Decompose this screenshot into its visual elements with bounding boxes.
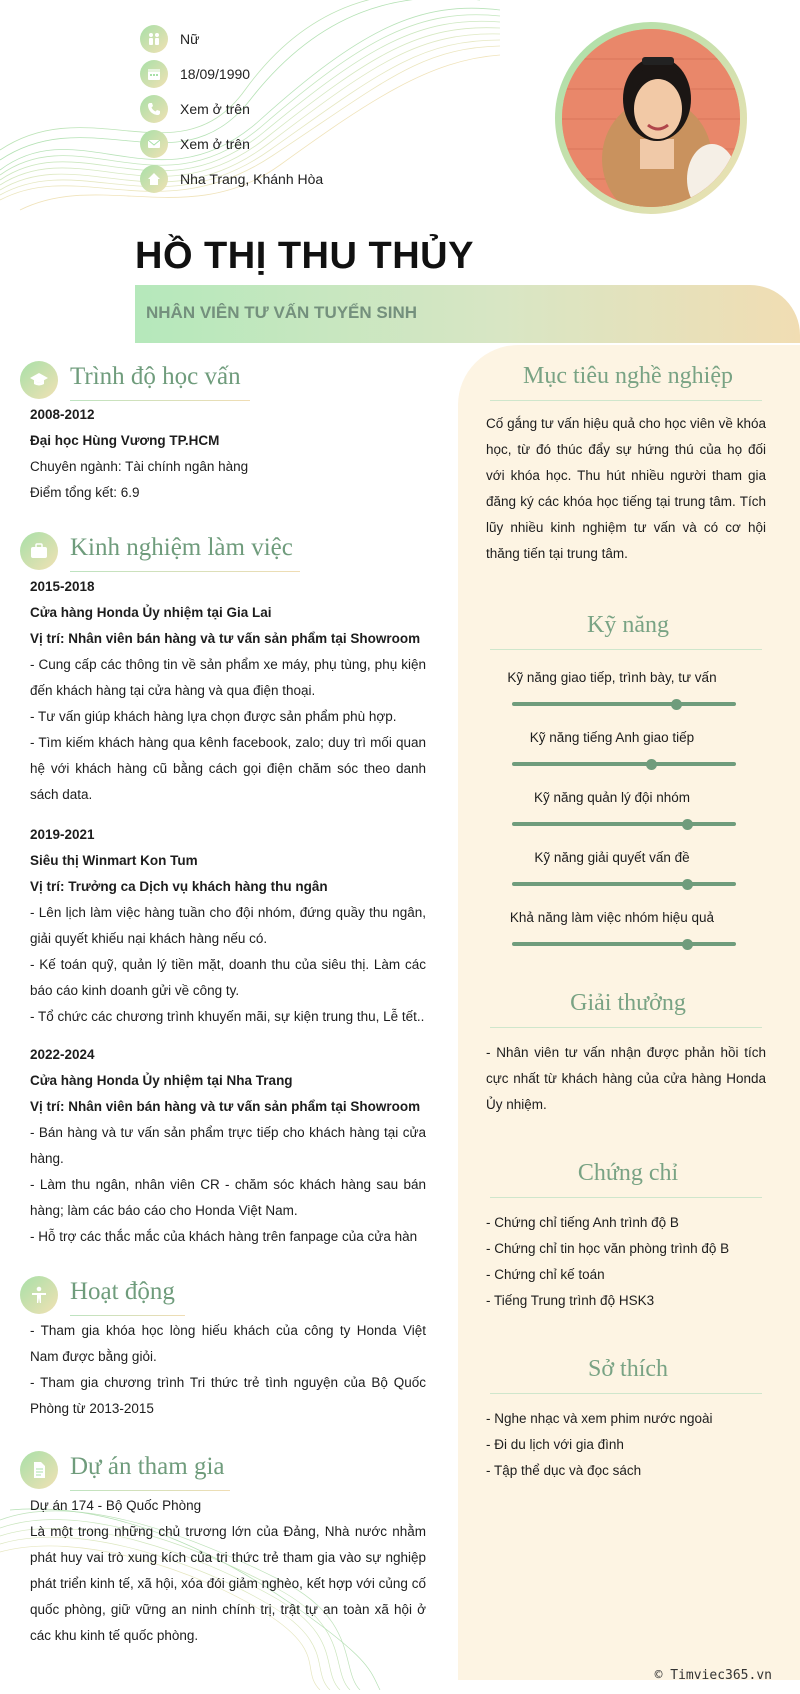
home-icon — [140, 165, 168, 193]
experience-underline — [70, 571, 300, 572]
skill-level-knob — [646, 759, 657, 770]
dob-text: 18/09/1990 — [180, 66, 251, 82]
objective-underline — [490, 400, 762, 401]
skill-bar — [512, 942, 736, 946]
education-underline — [70, 400, 250, 401]
job2-duty-1: - Lên lịch làm việc hàng tuần cho đội nhóm, đứng quầy thu ngân, giải quyết khiếu nại khách hàng nếu có. — [30, 905, 426, 946]
awards-text: - Nhân viên tư vấn nhận được phản hồi tích cực nhất từ khách hàng của cửa hàng Honda Ủy nhiệm. — [486, 1045, 766, 1112]
contact-dob — [140, 59, 250, 89]
certificate-4: - Tiếng Trung trình độ HSK3 — [486, 1293, 655, 1308]
job2-duty-2: - Kế toán quỹ, quản lý tiền mặt, doanh thu của siêu thị. Làm các báo cáo kinh doanh gửi về công ty. — [30, 957, 426, 998]
education-major: Chuyên ngành: Tài chính ngân hàng — [30, 459, 249, 474]
certificate-1: - Chứng chỉ tiếng Anh trình độ B — [486, 1215, 679, 1230]
hobby-1: - Nghe nhạc và xem phim nước ngoài — [486, 1411, 713, 1426]
activities-title: Hoạt động — [70, 1278, 175, 1305]
candidate-name: HỒ THỊ THU THỦY — [135, 235, 474, 277]
decorative-waves-top — [0, 0, 500, 230]
job1-duty-1: - Cung cấp các thông tin về sản phẩm xe máy, phụ tùng, phụ kiện đến khách hàng tại cửa hàng và qua điện thoại. — [30, 657, 426, 698]
skill-level-knob — [671, 699, 682, 710]
email-text: Xem ở trên — [180, 136, 250, 152]
certificate-2: - Chứng chỉ tin học văn phòng trình độ B — [486, 1241, 730, 1256]
skill-label: Khả năng làm việc nhóm hiệu quả — [509, 910, 715, 925]
calendar-icon — [140, 60, 168, 88]
job1-company: Cửa hàng Honda Ủy nhiệm tại Gia Lai — [30, 605, 272, 620]
projects-title: Dự án tham gia — [70, 1453, 225, 1480]
skill-level-knob — [682, 819, 693, 830]
job1-years: 2015-2018 — [30, 579, 95, 594]
activity-2: - Tham gia chương trình Tri thức trẻ tình nguyện của Bộ Quốc Phòng từ 2013-2015 — [30, 1375, 426, 1416]
hobbies-title: Sở thích — [587, 1356, 669, 1382]
phone-icon — [140, 95, 168, 123]
experience-title: Kinh nghiệm làm việc — [70, 534, 293, 561]
skill-bar — [512, 762, 736, 766]
hobby-2: - Đi du lịch với gia đình — [486, 1437, 624, 1452]
job1-duty-3: - Tìm kiếm khách hàng qua kênh facebook, zalo; duy trì mối quan hệ với khách hàng cũ bằng cách gọi điện chăm sóc theo danh sách data. — [30, 735, 426, 802]
activity-person-icon — [20, 1276, 58, 1314]
position-title: NHÂN VIÊN TƯ VẤN TUYỂN SINH — [146, 303, 418, 322]
skill-bar — [512, 822, 736, 826]
education-gpa: Điểm tổng kết: 6.9 — [30, 485, 140, 500]
address-text: Nha Trang, Khánh Hòa — [180, 171, 324, 187]
education-title: Trình độ học vấn — [70, 363, 241, 390]
hobbies-underline — [490, 1393, 762, 1394]
document-icon — [20, 1451, 58, 1489]
job3-duty-3: - Hỗ trợ các thắc mắc của khách hàng trên fanpage của cửa hàn — [30, 1229, 418, 1244]
skill-label: Kỹ năng giao tiếp, trình bày, tư vấn — [507, 670, 717, 685]
certificates-title: Chứng chỉ — [577, 1160, 679, 1186]
skill-bar — [512, 882, 736, 886]
awards-title: Giải thưởng — [570, 990, 686, 1016]
job3-duty-1: - Bán hàng và tư vấn sản phẩm trực tiếp cho khách hàng tại cửa hàng. — [30, 1125, 426, 1166]
activity-1: - Tham gia khóa học lòng hiếu khách của công ty Honda Việt Nam được bằng giỏi. — [30, 1323, 426, 1364]
job2-years: 2019-2021 — [30, 827, 95, 842]
job3-company: Cửa hàng Honda Ủy nhiệm tại Nha Trang — [30, 1073, 293, 1088]
skills-underline — [490, 649, 762, 650]
skills-title: Kỹ năng — [587, 612, 669, 638]
skill-label: Kỹ năng giải quyết vấn đề — [534, 850, 690, 865]
awards-underline — [490, 1027, 762, 1028]
project-desc: Là một trong những chủ trương lớn của Đảng, Nhà nước nhằm phát huy vai trò xung kích của tri thức trẻ tham gia vào sự nghiệp phát triển kinh tế, xã hội, xóa đói giảm nghèo, kết hợp với củng cố quốc phòng, giữ vững an ninh chính trị, trật tự an toàn xã hội ở các khu kinh tế quốc phòng. — [30, 1524, 426, 1643]
skill-label: Kỹ năng tiếng Anh giao tiếp — [529, 730, 695, 745]
gender-text: Nữ — [180, 31, 200, 47]
briefcase-icon — [20, 532, 58, 570]
contact-gender — [140, 24, 199, 54]
skill-label: Kỹ năng quản lý đội nhóm — [533, 790, 691, 805]
certificates-underline — [490, 1197, 762, 1198]
avatar — [562, 29, 740, 207]
projects-underline — [70, 1490, 230, 1491]
contact-email — [140, 129, 250, 159]
objective-title: Mục tiêu nghề nghiệp — [523, 363, 733, 389]
job1-duty-2: - Tư vấn giúp khách hàng lựa chọn được sản phẩm phù hợp. — [30, 709, 397, 724]
objective-text: Cố gắng tư vấn hiệu quả cho học viên về khóa học, từ đó thúc đẩy sự hứng thú của họ đối với khóa học. Thu hút nhiều người tham gia đăng ký các khóa học tiếng tại trung tâm. Tích lũy nhiều kinh nghiệm tư vấn và có cơ hội thăng tiến tại trung tâm. — [486, 416, 766, 561]
phone-text: Xem ở trên — [180, 101, 250, 117]
contact-address — [140, 164, 323, 194]
footer-credit: © Timviec365.vn — [654, 1668, 772, 1683]
skill-level-knob — [682, 879, 693, 890]
contact-phone — [140, 94, 250, 124]
job2-role: Vị trí: Trưởng ca Dịch vụ khách hàng thu ngân — [30, 879, 328, 894]
project-name: Dự án 174 - Bộ Quốc Phòng — [30, 1498, 202, 1513]
job3-duty-2: - Làm thu ngân, nhân viên CR - chăm sóc khách hàng sau bán hàng; làm các báo cáo cho Honda Việt Nam. — [30, 1177, 426, 1218]
job3-role: Vị trí: Nhân viên bán hàng và tư vấn sản phẩm tại Showroom — [30, 1099, 421, 1114]
education-years: 2008-2012 — [30, 407, 95, 422]
mail-icon — [140, 130, 168, 158]
activities-underline — [70, 1315, 185, 1316]
job2-company: Siêu thị Winmart Kon Tum — [30, 853, 198, 868]
job2-duty-3: - Tổ chức các chương trình khuyến mãi, sự kiện trung thu, Lễ tết.. — [30, 1009, 425, 1024]
skill-bar — [512, 702, 736, 706]
gender-icon — [140, 25, 168, 53]
hobby-3: - Tập thể dục và đọc sách — [486, 1463, 642, 1478]
certificate-3: - Chứng chỉ kế toán — [486, 1267, 605, 1282]
skill-level-knob — [682, 939, 693, 950]
job1-role: Vị trí: Nhân viên bán hàng và tư vấn sản phẩm tại Showroom — [30, 631, 421, 646]
education-school: Đại học Hùng Vương TP.HCM — [30, 433, 220, 448]
job3-years: 2022-2024 — [30, 1047, 95, 1062]
graduation-cap-icon — [20, 361, 58, 399]
